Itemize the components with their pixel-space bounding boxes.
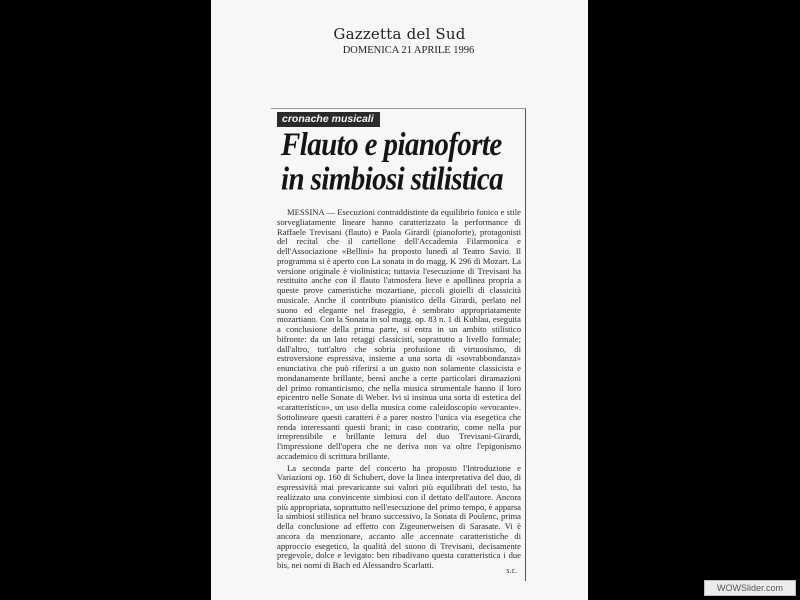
article-headline xyxy=(281,128,525,197)
article-paragraph-2: La seconda parte del concerto ha proposto l'Introduzione e Variazioni op. 160 di Schubert, dove la linea interpretativa del duo, di espressività mai prevaricante sui valori più equilibrati del testo, ha realizzato una convincente simbiosi con il dettato dell'autore. Ancora più appropriata, soprattutto nell'esecuzione del primo tempo, è apparsa la simbiosi stilistica nel brano successivo, la Sonata di Poulenc, prima della conclusione ad effetto con Zigeunerweisen di Sarasate. Vi è ancora da menzionare, accanto alle accennate caratteristiche di approccio esegetico, la qualità del suono di Trevisani, decisamente pregevole, dolce e levigato: ben ribadivano questa caratteristica i due bis, nei nomi di Bach ed Alessandro Scarlatti. xyxy=(277,462,521,570)
headline-line-1: Flauto e pianoforte xyxy=(281,126,502,163)
headline-line-2: in simbiosi stilistica xyxy=(281,161,504,198)
wowslider-watermark[interactable]: WOWSlider.com xyxy=(704,580,796,596)
author-signature: s.c. xyxy=(506,566,517,575)
newspaper-name: Gazzetta del Sud xyxy=(333,25,466,43)
article-clipping xyxy=(271,108,526,581)
article-body xyxy=(277,208,521,571)
article-paragraph-1: MESSINA — Esecuzioni contraddistinte da equilibrio fonico e stile sorvegliatamente lineare hanno caratterizzato la performance di Raffaele Trevisani (flauto) e Paola Girardi (pianoforte), protagonisti del recital che il cartellone dell'Accademia Filarmonica e dell'Associazione «Bellini» ha proposto lunedì al Teatro Savio. Il programma si è aperto con La sonata in do magg. K 296 di Mozart. La versione originale è violinistica; tuttavia l'esecuzione di Trevisani ha restituito anche con il flauto l'atmosfera lieve e apollinea propria a queste prove cameristiche mozartiane, piccoli gioielli di classicità musicale. Anche il contributo pianistico della Girardi, perlato nel suono ed elegante nel fraseggio, è sembrato appropriatamente mozartiano. Con la Sonata in sol magg. op. 83 n. 1 di Kuhlau, eseguita a conclusione della prima parte, si entra in un ambito stilistico bifronte: da un lato retaggi classicisti, soprattutto a livello formale; dall'altro, tutt'altro che sobria profusione di virtuosismo, di estroversione espressiva, insieme a una sorta di «sovrabbondanza» enunciativa che può riferirsi a un gusto non solamente classicista e mondanamente brillante, bensì anche a certe particolari diramazioni del primo romanticismo, che nella musica strumentale hanno il loro epicentro nelle Sonate di Weber. Ivi si insinua una sorta di estetica del «caratteristico», un uso della musica come caleidoscopio «evocante». Sottolineare questi caratteri è a parer nostro l'unica via esegetica che renda interessanti questi brani; in caso contrario, come nella pur irreprensibile e brillante lettura del duo Trevisani-Girardi, l'impressione dell'opera che ne deriva non va oltre l'epigonismo accademico di scrittura brillante. xyxy=(277,207,521,461)
newspaper-page xyxy=(211,0,588,600)
section-rubric: cronache musicali xyxy=(277,112,380,127)
masthead xyxy=(211,25,588,56)
publication-date: DOMENICA 21 APRILE 1996 xyxy=(342,45,475,56)
